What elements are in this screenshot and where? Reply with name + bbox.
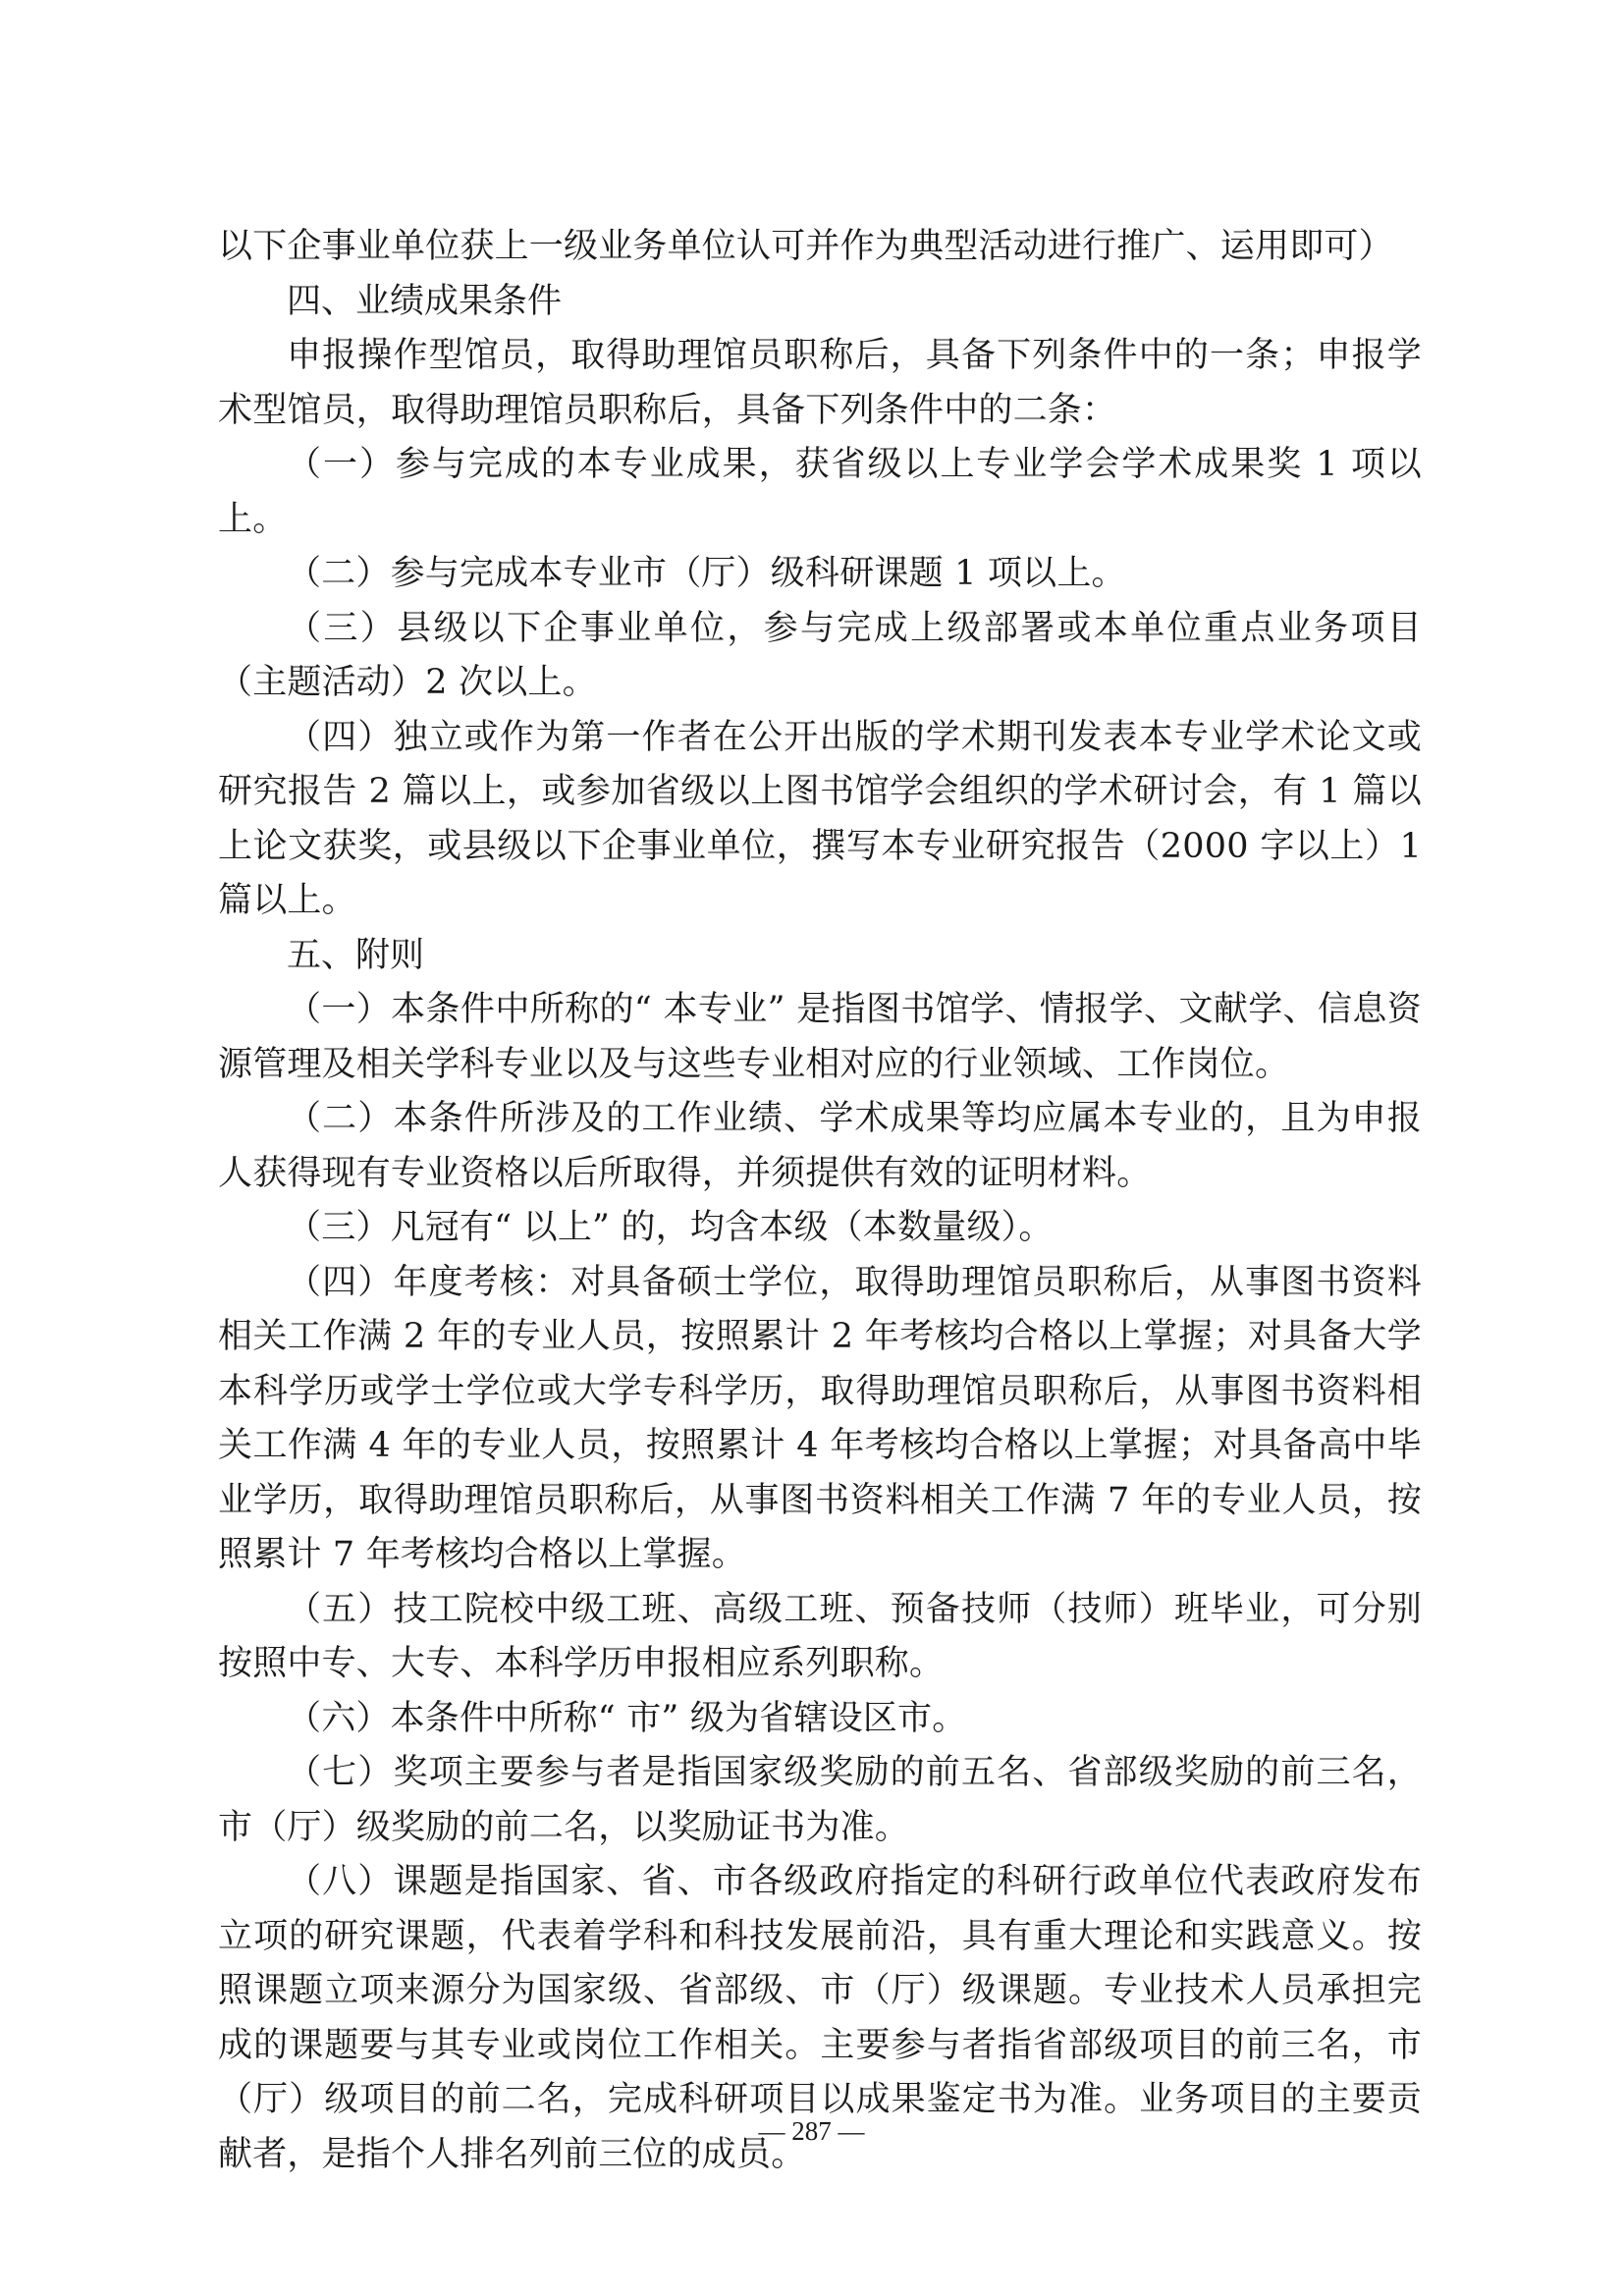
section-heading-appendix: 五、附则 bbox=[287, 935, 425, 975]
list-item: （一）本条件中所称的“ 本专业” 是指图书馆学、情报学、文献学、信息资源管理及相关学科专业以及与这些专业相对应的行业领域、工作岗位。 bbox=[218, 990, 1422, 1084]
section-heading-performance: 四、业绩成果条件 bbox=[287, 281, 563, 321]
list-item: （七）奖项主要参与者是指国家级奖励的前五名、省部级奖励的前三名，市（厅）级奖励的前二名，以奖励证书为准。 bbox=[218, 1753, 1422, 1847]
list-item: （四）独立或作为第一作者在公开出版的学术期刊发表本专业学术论文或研究报告 2 篇以上，或参加省级以上图书馆学会组织的学术研讨会，有 1 篇以上论文获奖，或县级以下企事业单位，撰写本专业研究报告（2000 字以上）1 篇以上。 bbox=[218, 717, 1422, 920]
section-intro-paragraph: 申报操作型馆员，取得助理馆员职称后，具备下列条件中的一条；申报学术型馆员，取得助理馆员职称后，具备下列条件中的二条： bbox=[218, 336, 1422, 430]
list-item: （四）年度考核：对具备硕士学位，取得助理馆员职称后，从事图书资料相关工作满 2 年的专业人员，按照累计 2 年考核均合格以上掌握；对具备大学本科学历或学士学位或大学专科学历，取得助理馆员职称后，从事图书资料相关工作满 4 年的专业人员，按照累计 4 年考核均合格以上掌握；对具备高中毕业学历，取得助理馆员职称后，从事图书资料相关工作满 7 年的专业人员，按照累计 7 年考核均合格以上掌握。 bbox=[218, 1262, 1422, 1574]
list-item: （五）技工院校中级工班、高级工班、预备技师（技师）班毕业，可分别按照中专、大专、本科学历申报相应系列职称。 bbox=[218, 1589, 1422, 1683]
list-item: （二）参与完成本专业市（厅）级科研课题 1 项以上。 bbox=[287, 554, 1126, 593]
list-item: （一）参与完成的本专业成果，获省级以上专业学会学术成果奖 1 项以上。 bbox=[218, 445, 1422, 539]
continuation-paragraph: 以下企事业单位获上一级业务单位认可并作为典型活动进行推广、运用即可） bbox=[218, 227, 1393, 266]
list-item: （三）凡冠有“ 以上” 的，均含本级（本数量级）。 bbox=[287, 1208, 1054, 1247]
list-item: （六）本条件中所称“ 市” 级为省辖设区市。 bbox=[287, 1698, 967, 1738]
document-body bbox=[218, 220, 1422, 2182]
page-number: — 287 — bbox=[758, 2116, 865, 2146]
list-item: （八）课题是指国家、省、市各级政府指定的科研行政单位代表政府发布立项的研究课题，代表着学科和科技发展前沿，具有重大理论和实践意义。按照课题立项来源分为国家级、省部级、市（厅）级课题。专业技术人员承担完成的课题要与其专业或岗位工作相关。主要参与者指省部级项目的前三名，市（厅）级项目的前二名，完成科研项目以成果鉴定书为准。业务项目的主要贡献者，是指个人排名列前三位的成员。 bbox=[218, 1862, 1422, 2174]
list-item: （二）本条件所涉及的工作业绩、学术成果等均应属本专业的，且为申报人获得现有专业资格以后所取得，并须提供有效的证明材料。 bbox=[218, 1099, 1422, 1193]
list-item: （三）县级以下企事业单位，参与完成上级部署或本单位重点业务项目（主题活动）2 次以上。 bbox=[218, 608, 1422, 702]
